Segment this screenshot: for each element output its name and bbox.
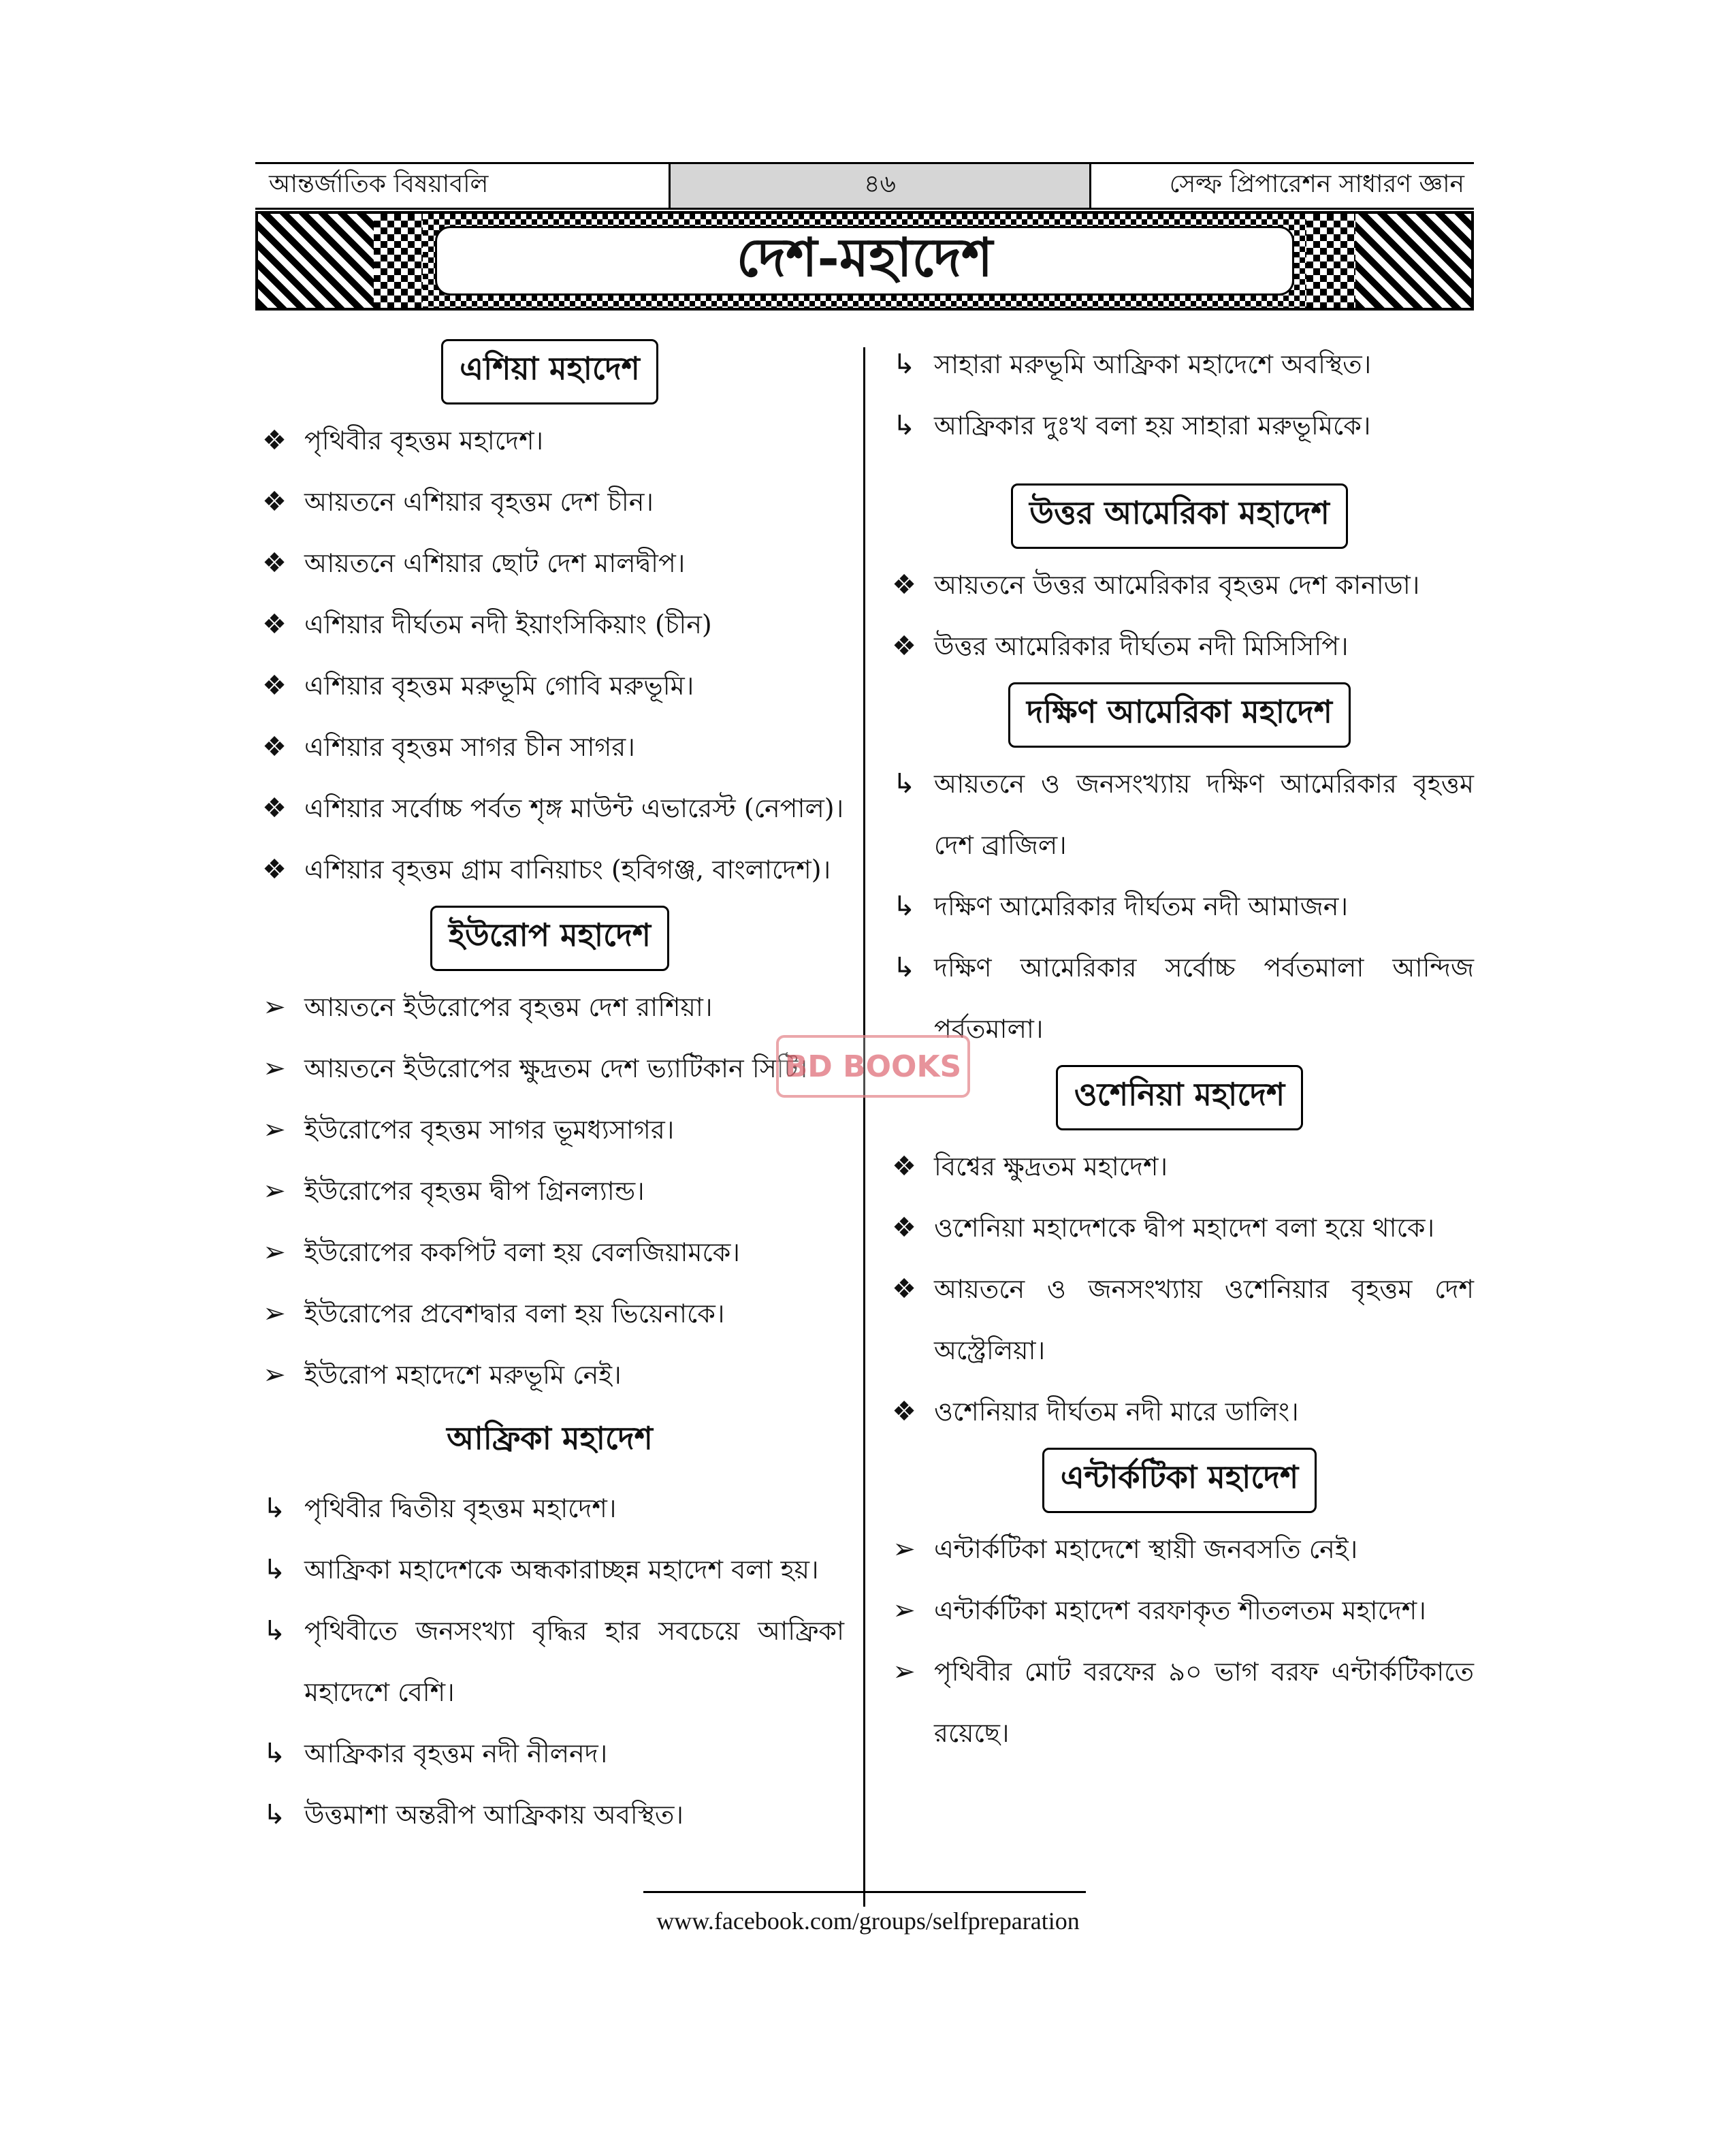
diamond-bullet-icon: ❖ — [892, 1273, 916, 1305]
asia-list — [255, 410, 844, 900]
hook-arrow-bullet-icon: ↳ — [893, 952, 916, 983]
diamond-bullet-icon: ❖ — [262, 425, 287, 456]
hook-arrow-bullet-icon: ↳ — [263, 1615, 286, 1647]
africa-list-continued — [885, 334, 1474, 456]
right-column — [885, 334, 1474, 1764]
list-item: ➢ ইউরোপের প্রবেশদ্বার বলা হয় ভিয়েনাকে। — [255, 1283, 844, 1344]
arrow-bullet-icon: ➢ — [263, 1237, 286, 1268]
diamond-bullet-icon: ❖ — [262, 547, 287, 579]
list-item: ↳ দক্ষিণ আমেরিকার দীর্ঘতম নদী আমাজন। — [885, 876, 1474, 937]
diamond-bullet-icon: ❖ — [262, 670, 287, 701]
hook-arrow-bullet-icon: ↳ — [263, 1738, 286, 1769]
diamond-bullet-icon: ❖ — [892, 1396, 916, 1427]
arrow-bullet-icon: ➢ — [263, 1053, 286, 1084]
section-title-oceania: ওশেনিয়া মহাদেশ — [885, 1065, 1474, 1130]
list-item: ❖ উত্তর আমেরিকার দীর্ঘতম নদী মিসিসিপি। — [885, 616, 1474, 677]
diamond-bullet-icon: ❖ — [262, 854, 287, 885]
list-item: ➢ এন্টার্কটিকা মহাদেশে স্থায়ী জনবসতি নেই। — [885, 1519, 1474, 1580]
arrow-bullet-icon: ➢ — [893, 1595, 916, 1626]
hook-arrow-bullet-icon: ↳ — [263, 1799, 286, 1830]
diamond-bullet-icon: ❖ — [892, 569, 916, 601]
section-title-europe: ইউরোপ মহাদেশ — [255, 906, 844, 971]
diamond-bullet-icon: ❖ — [262, 793, 287, 824]
list-item: ❖ ওশেনিয়া মহাদেশকে দ্বীপ মহাদেশ বলা হয়ে থাকে। — [885, 1197, 1474, 1258]
section-title-africa: আফ্রিকা মহাদেশ — [447, 1420, 653, 1457]
list-item: ❖ এশিয়ার বৃহত্তম মরুভূমি গোবি মরুভূমি। — [255, 655, 844, 716]
banner-checker-left — [374, 214, 423, 308]
list-item: ➢ আয়তনে ইউরোপের ক্ষুদ্রতম দেশ ভ্যাটিকান সিটি। — [255, 1038, 844, 1099]
list-item: ↳ আফ্রিকার বৃহত্তম নদী নীলনদ। — [255, 1723, 844, 1784]
header-book-title: সেল্ফ প্রিপারেশন সাধারণ জ্ঞান — [1169, 170, 1464, 198]
footer-url: www.facebook.com/groups/selfpreparation — [656, 1907, 1080, 1935]
hook-arrow-bullet-icon: ↳ — [263, 1493, 286, 1524]
list-item: ❖ আয়তনে ও জনসংখ্যায় ওশেনিয়ার বৃহত্তম দেশ অস্ট্রেলিয়া। — [885, 1258, 1474, 1381]
section-title-antarctica: এন্টার্কটিকা মহাদেশ — [885, 1448, 1474, 1513]
section-title-north-america: উত্তর আমেরিকা মহাদেশ — [885, 483, 1474, 549]
list-item: ➢ ইউরোপের বৃহত্তম সাগর ভূমধ্যসাগর। — [255, 1099, 844, 1160]
list-item: ➢ ইউরোপ মহাদেশে মরুভূমি নেই। — [255, 1344, 844, 1405]
list-item: ❖ এশিয়ার বৃহত্তম সাগর চীন সাগর। — [255, 716, 844, 778]
column-divider — [863, 347, 865, 1907]
arrow-bullet-icon: ➢ — [893, 1656, 916, 1687]
section-title-asia: এশিয়া মহাদেশ — [255, 339, 844, 404]
bd-books-watermark: BD BOOKS — [776, 1035, 970, 1098]
page-title: দেশ-মহাদেশ — [435, 226, 1294, 296]
north-america-list — [885, 554, 1474, 677]
arrow-bullet-icon: ➢ — [893, 1534, 916, 1565]
diamond-bullet-icon: ❖ — [892, 1212, 916, 1243]
list-item: ↳ পৃথিবীর দ্বিতীয় বৃহত্তম মহাদেশ। — [255, 1478, 844, 1539]
oceania-list — [885, 1136, 1474, 1442]
hook-arrow-bullet-icon: ↳ — [893, 349, 916, 380]
list-item: ❖ আয়তনে এশিয়ার বৃহত্তম দেশ চীন। — [255, 471, 844, 533]
footer-rule — [643, 1891, 1086, 1893]
list-item: ❖ পৃথিবীর বৃহত্তম মহাদেশ। — [255, 410, 844, 471]
header-subject: আন্তর্জাতিক বিষয়াবলি — [255, 164, 671, 208]
list-item: ➢ এন্টার্কটিকা মহাদেশ বরফাকৃত শীতলতম মহাদেশ। — [885, 1580, 1474, 1641]
diamond-bullet-icon: ❖ — [262, 731, 287, 763]
list-item: ➢ ইউরোপের ককপিট বলা হয় বেলজিয়ামকে। — [255, 1222, 844, 1283]
africa-list — [255, 1478, 844, 1845]
list-item: ↳ আফ্রিকা মহাদেশকে অন্ধকারাচ্ছন্ন মহাদেশ বলা হয়। — [255, 1539, 844, 1600]
list-item: ↳ আফ্রিকার দুঃখ বলা হয় সাহারা মরুভূমিকে। — [885, 395, 1474, 456]
europe-list — [255, 976, 844, 1405]
arrow-bullet-icon: ➢ — [263, 991, 286, 1023]
arrow-bullet-icon: ➢ — [263, 1298, 286, 1329]
antarctica-list — [885, 1519, 1474, 1764]
arrow-bullet-icon: ➢ — [263, 1175, 286, 1207]
list-item: ↳ উত্তমাশা অন্তরীপ আফ্রিকায় অবস্থিত। — [255, 1784, 844, 1845]
list-item: ↳ আয়তনে ও জনসংখ্যায় দক্ষিণ আমেরিকার বৃহত্তম দেশ ব্রাজিল। — [885, 753, 1474, 876]
left-column — [255, 334, 844, 1845]
list-item: ❖ আয়তনে উত্তর আমেরিকার বৃহত্তম দেশ কানাডা। — [885, 554, 1474, 616]
list-item: ➢ আয়তনে ইউরোপের বৃহত্তম দেশ রাশিয়া। — [255, 976, 844, 1038]
list-item: ↳ সাহারা মরুভূমি আফ্রিকা মহাদেশে অবস্থিত। — [885, 334, 1474, 395]
section-title-south-america: দক্ষিণ আমেরিকা মহাদেশ — [885, 682, 1474, 748]
hook-arrow-bullet-icon: ↳ — [893, 768, 916, 799]
hook-arrow-bullet-icon: ↳ — [893, 410, 916, 441]
hook-arrow-bullet-icon: ↳ — [263, 1554, 286, 1585]
list-item: ❖ এশিয়ার দীর্ঘতম নদী ইয়াংসিকিয়াং (চীন) — [255, 594, 844, 655]
arrow-bullet-icon: ➢ — [263, 1359, 286, 1391]
list-item: ❖ বিশ্বের ক্ষুদ্রতম মহাদেশ। — [885, 1136, 1474, 1197]
title-banner — [255, 211, 1474, 311]
diamond-bullet-icon: ❖ — [262, 609, 287, 640]
list-item: ↳ পৃথিবীতে জনসংখ্যা বৃদ্ধির হার সবচেয়ে আফ্রিকা মহাদেশে বেশি। — [255, 1600, 844, 1723]
list-item: ↳ দক্ষিণ আমেরিকার সর্বোচ্চ পর্বতমালা আন্দিজ পর্বতমালা। — [885, 937, 1474, 1060]
list-item: ➢ ইউরোপের বৃহত্তম দ্বীপ গ্রিনল্যান্ড। — [255, 1160, 844, 1222]
diamond-bullet-icon: ❖ — [892, 631, 916, 662]
hook-arrow-bullet-icon: ↳ — [893, 891, 916, 922]
list-item: ❖ এশিয়ার বৃহত্তম গ্রাম বানিয়াচং (হবিগঞ্জ, বাংলাদেশ)। — [255, 839, 844, 900]
arrow-bullet-icon: ➢ — [263, 1114, 286, 1145]
running-header — [255, 162, 1474, 210]
banner-checker-right — [1306, 214, 1355, 308]
diamond-bullet-icon: ❖ — [892, 1151, 916, 1182]
diamond-bullet-icon: ❖ — [262, 486, 287, 518]
list-item: ➢ পৃথিবীর মোট বরফের ৯০ ভাগ বরফ এন্টার্কটিকাতে রয়েছে। — [885, 1641, 1474, 1764]
list-item: ❖ ওশেনিয়ার দীর্ঘতম নদী মারে ডালিং। — [885, 1381, 1474, 1442]
list-item: ❖ আয়তনে এশিয়ার ছোট দেশ মালদ্বীপ। — [255, 533, 844, 594]
header-page-number: ৪৬ — [671, 164, 1091, 208]
list-item: ❖ এশিয়ার সর্বোচ্চ পর্বত শৃঙ্গ মাউন্ট এভারেস্ট (নেপাল)। — [255, 778, 844, 839]
south-america-list — [885, 753, 1474, 1060]
